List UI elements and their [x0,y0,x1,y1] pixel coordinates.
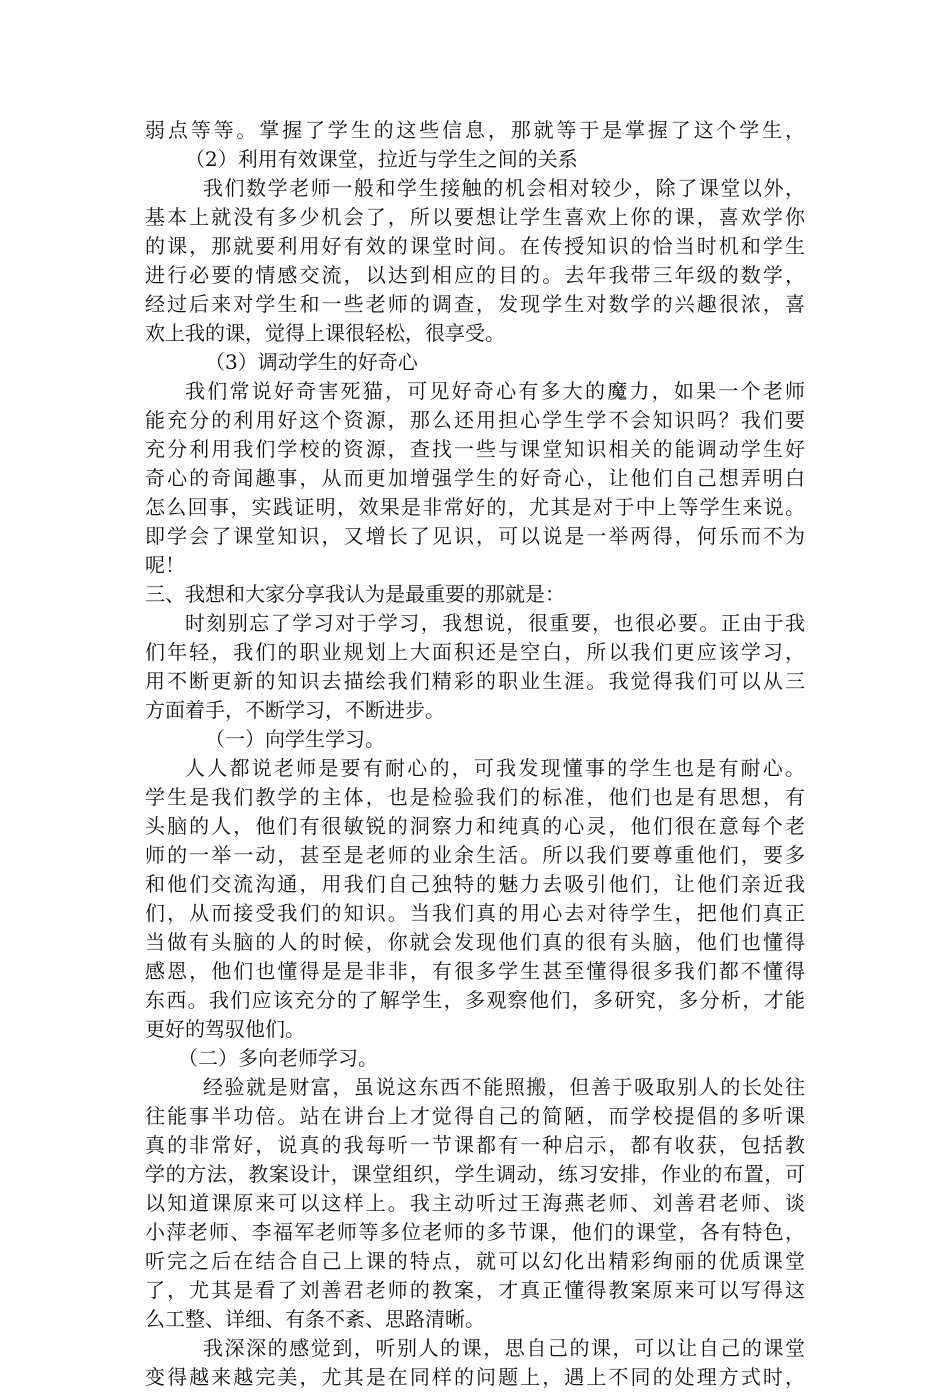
paragraph-line: 用不断更新的知识去描绘我们精彩的职业生涯。我觉得我们可以从三 [145,669,805,693]
paragraph-line: 变得越来越完美，尤其是在同样的问题上，遇上不同的处理方式时， [145,1365,805,1389]
paragraph-line: 么工整、详细、有条不紊、思路清晰。 [145,1307,485,1331]
paragraph-line: 怎么回事，实践证明，效果是非常好的，尤其是对于中上等学生来说。 [145,495,805,519]
paragraph-line: 时刻别忘了学习对于学习，我想说，很重要，也很必要。正由于我 [185,611,805,635]
paragraph-line: 进行必要的情感交流，以达到相应的目的。去年我带三年级的数学， [145,263,805,287]
paragraph-line: 们年轻，我们的职业规划上大面积还是空白，所以我们更应该学习， [145,640,805,664]
paragraph-line: 方面着手，不断学习，不断进步。 [145,698,445,722]
paragraph-line: 充分利用我们学校的资源，查找一些与课堂知识相关的能调动学生好 [145,437,805,461]
section-heading-2: （2）利用有效课堂，拉近与学生之间的关系 [185,147,578,171]
paragraph-line: 当做有头脑的人的时候，你就会发现他们真的很有头脑，他们也懂得 [145,930,805,954]
paragraph-line: 我深深的感觉到，听别人的课，思自己的课，可以让自己的课堂 [203,1336,805,1360]
paragraph-line: 人人都说老师是要有耐心的，可我发现懂事的学生也是有耐心。 [185,756,805,780]
paragraph-line: 能充分的利用好这个资源，那么还用担心学生学不会知识吗？我们要 [145,408,805,432]
paragraph-line: 更好的驾驭他们。 [145,1017,305,1041]
paragraph-line: 弱点等等。掌握了学生的这些信息，那就等于是掌握了这个学生， [145,118,805,142]
paragraph-line: 基本上就没有多少机会了，所以要想让学生喜欢上你的课，喜欢学你 [145,205,805,229]
paragraph-line: 即学会了课堂知识，又增长了见识，可以说是一举两得，何乐而不为 [145,524,805,548]
body-text [145,116,805,1392]
paragraph-line: 小萍老师、李福军老师等多位老师的多节课，他们的课堂，各有特色， [145,1220,805,1244]
paragraph-line: 听完之后在结合自己上课的特点，就可以幻化出精彩绚丽的优质课堂 [145,1249,805,1273]
paragraph-line: 和他们交流沟通，用我们自己独特的魅力去吸引他们，让他们亲近我 [145,872,805,896]
paragraph-line: 呢！ [145,553,185,577]
section-heading-main: 三、我想和大家分享我认为是最重要的那就是： [145,582,565,606]
subsection-heading-2: （二）多向老师学习。 [178,1046,378,1070]
paragraph-line: 师的一举一动，甚至是老师的业余生活。所以我们要尊重他们，要多 [145,843,805,867]
paragraph-line: 学生是我们教学的主体，也是检验我们的标准，他们也是有思想，有 [145,785,805,809]
paragraph-line: 了，尤其是看了刘善君老师的教案，才真正懂得教案原来可以写得这 [145,1278,805,1302]
paragraph-line: 以知道课原来可以这样上。我主动听过王海燕老师、刘善君老师、谈 [145,1191,805,1215]
paragraph-line: 感恩，他们也懂得是是非非，有很多学生甚至懂得很多我们都不懂得 [145,959,805,983]
paragraph-line: 奇心的奇闻趣事，从而更加增强学生的好奇心，让他们自己想弄明白 [145,466,805,490]
paragraph-line: 我们数学老师一般和学生接触的机会相对较少，除了课堂以外， [203,176,805,200]
paragraph-line: 学的方法，教案设计，课堂组织，学生调动，练习安排，作业的布置，可 [145,1162,805,1186]
paragraph-line: 我们常说好奇害死猫，可见好奇心有多大的魔力，如果一个老师 [185,379,805,403]
paragraph-line: 往能事半功倍。站在讲台上才觉得自己的简陋，而学校提倡的多听课 [145,1104,805,1128]
paragraph-line: 头脑的人，他们有很敏锐的洞察力和纯真的心灵，他们很在意每个老 [145,814,805,838]
paragraph-line: 经验就是财富，虽说这东西不能照搬，但善于吸取别人的长处往 [203,1075,805,1099]
paragraph-line: 经过后来对学生和一些老师的调查，发现学生对数学的兴趣很浓，喜 [145,292,805,316]
subsection-heading-1: （一）向学生学习。 [205,727,385,751]
section-heading-3: （3）调动学生的好奇心 [205,350,418,374]
paragraph-line: 欢上我的课，觉得上课很轻松，很享受。 [145,321,505,345]
paragraph-line: 东西。我们应该充分的了解学生，多观察他们，多研究，多分析，才能 [145,988,805,1012]
paragraph-line: 真的非常好，说真的我每听一节课都有一种启示，都有收获，包括教 [145,1133,805,1157]
paragraph-line: 们，从而接受我们的知识。当我们真的用心去对待学生，把他们真正 [145,901,805,925]
paragraph-line: 的课，那就要利用好有效的课堂时间。在传授知识的恰当时机和学生 [145,234,805,258]
